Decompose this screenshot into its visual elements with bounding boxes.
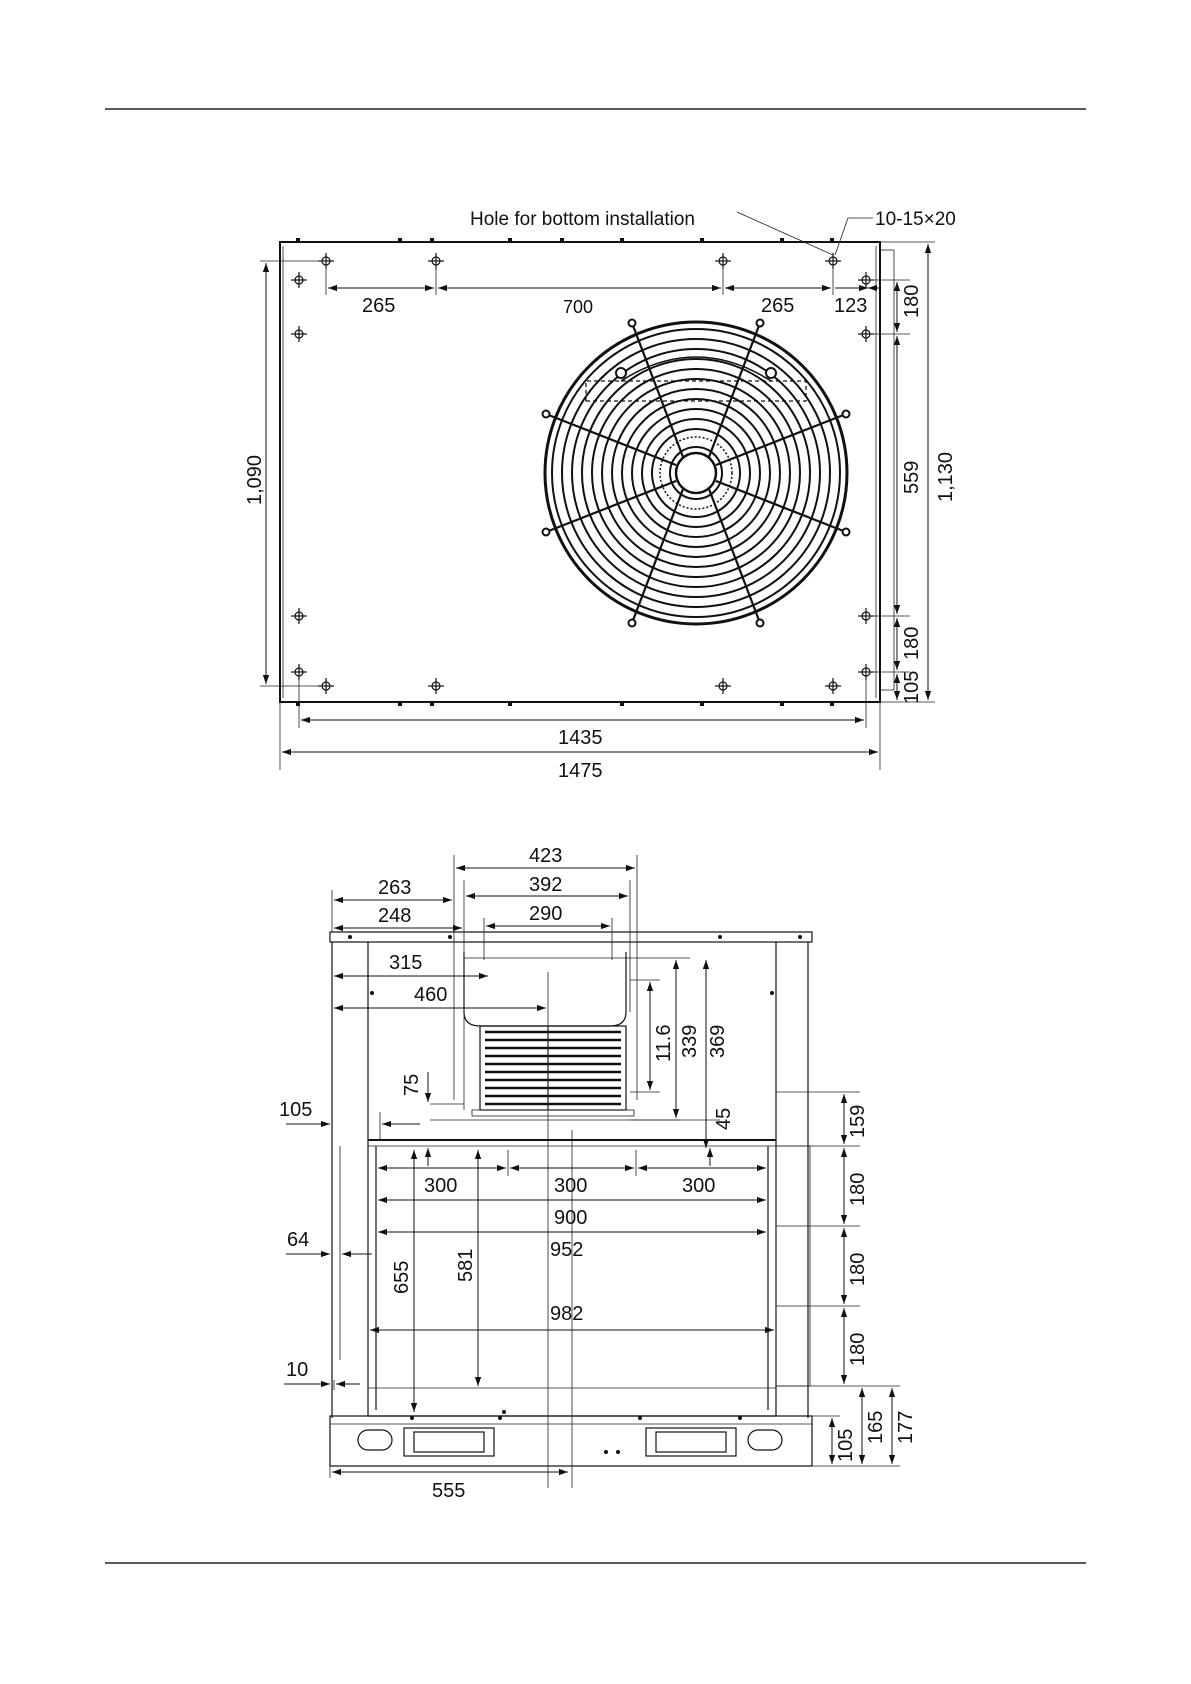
slot-right — [748, 1430, 782, 1450]
dim-555: 555 — [432, 1480, 466, 1502]
dim-right-105: 105 — [901, 670, 923, 704]
dim-265-right: 265 — [761, 295, 795, 317]
front-view — [279, 845, 917, 1502]
dim-123: 123 — [834, 295, 868, 317]
top-view — [244, 209, 957, 782]
dim-581: 581 — [455, 1248, 477, 1282]
dim-177: 177 — [895, 1410, 917, 1444]
dim-300-b: 300 — [554, 1175, 588, 1197]
dim-300-a: 300 — [424, 1175, 458, 1197]
dim-45: 45 — [713, 1107, 735, 1130]
dim-300-c: 300 — [682, 1175, 716, 1197]
dim-952: 952 — [550, 1239, 584, 1261]
dim-369: 369 — [707, 1024, 729, 1058]
dim-165: 165 — [865, 1410, 887, 1444]
dim-105-bottom: 105 — [835, 1428, 857, 1462]
dim-105-left: 105 — [279, 1099, 313, 1121]
dim-423: 423 — [529, 845, 563, 867]
dim-1130: 1,130 — [935, 451, 957, 502]
dim-392: 392 — [529, 874, 563, 896]
dim-655: 655 — [391, 1260, 413, 1294]
dim-159: 159 — [847, 1104, 869, 1138]
dim-1475: 1475 — [558, 760, 603, 782]
hole-spec-label: 10-15×20 — [875, 209, 956, 230]
dim-10: 10 — [286, 1359, 309, 1381]
dim-right-180-bottom: 180 — [901, 626, 923, 660]
dim-180-right-c: 180 — [847, 1332, 869, 1366]
fan-housing — [464, 952, 626, 1026]
dim-900: 900 — [554, 1207, 588, 1229]
dim-559: 559 — [901, 460, 923, 494]
dim-263: 263 — [378, 877, 412, 899]
dim-11-6: 11.6 — [653, 1024, 675, 1062]
fan-guard — [543, 320, 850, 627]
slot-left — [358, 1430, 392, 1450]
dim-180-right-a: 180 — [847, 1172, 869, 1206]
dim-265-left: 265 — [362, 295, 396, 317]
dim-460: 460 — [414, 984, 448, 1006]
dim-315: 315 — [389, 952, 423, 974]
dim-75: 75 — [401, 1073, 423, 1096]
dim-290: 290 — [529, 903, 563, 925]
base-frame — [330, 1416, 812, 1466]
dim-248: 248 — [378, 905, 412, 927]
top-rail — [330, 932, 812, 942]
dim-1435: 1435 — [558, 727, 603, 749]
dim-1090: 1,090 — [244, 454, 266, 505]
dim-64: 64 — [287, 1229, 310, 1251]
dim-right-180-top: 180 — [901, 284, 923, 318]
dim-700: 700 — [563, 297, 594, 317]
hole-note-label: Hole for bottom installation — [470, 209, 695, 230]
dim-339: 339 — [679, 1024, 701, 1058]
dim-180-right-b: 180 — [847, 1252, 869, 1286]
dim-982: 982 — [550, 1303, 584, 1325]
